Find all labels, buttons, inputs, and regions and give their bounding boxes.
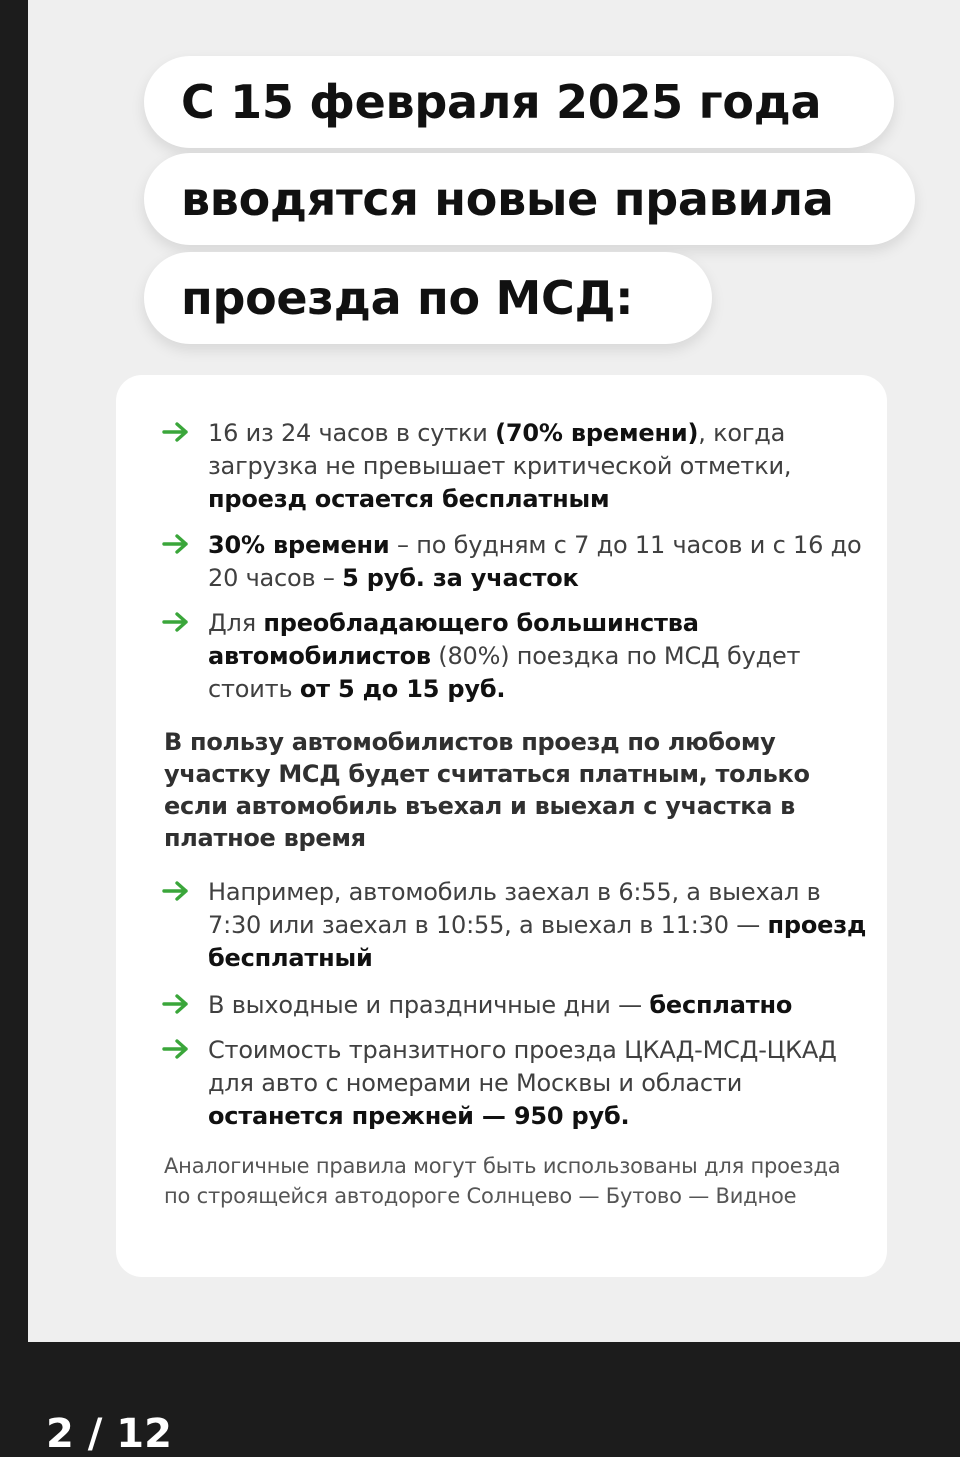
title-line-1: С 15 февраля 2025 года [144, 56, 894, 148]
list-item-text: В выходные и праздничные дни — бесплатно [208, 991, 793, 1019]
footnote: Аналогичные правила могут быть использованы для проезда по строящейся автодороге Солнцево — Бутово — Видное [164, 1154, 841, 1208]
info-card [116, 375, 887, 1277]
page-counter-fragment: 2 / 12 [46, 1411, 172, 1457]
arrow-right-icon [162, 422, 190, 442]
title-line-2: вводятся новые правила [144, 153, 915, 245]
arrow-right-icon [162, 994, 190, 1014]
list-item-text: 16 из 24 часов в сутки (70% времени), когда загрузка не превышает критической отметки, проезд остается бесплатным [208, 419, 792, 513]
arrow-right-icon [162, 881, 190, 901]
list-item-text: Например, автомобиль заехал в 6:55, а выехал в 7:30 или заехал в 10:55, а выехал в 11:30 — проезд бесплатный [208, 878, 867, 972]
arrow-right-icon [162, 534, 190, 554]
arrow-right-icon [162, 1039, 190, 1059]
arrow-right-icon [162, 612, 190, 632]
list-item-text: 30% времени – по будням с 7 до 11 часов и с 16 до 20 часов – 5 руб. за участок [208, 531, 862, 592]
list-item-text: Стоимость транзитного проезда ЦКАД-МСД-ЦКАД для авто с номерами не Москвы и области останется прежней — 950 руб. [208, 1036, 837, 1130]
middle-paragraph: В пользу автомобилистов проезд по любому участку МСД будет считаться платным, только если автомобиль въехал и выехал с участка в платное время [164, 728, 810, 852]
title-line-3: проезда по МСД: [144, 252, 712, 344]
list-item-text: Для преобладающего большинства автомобилистов (80%) поездка по МСД будет стоить от 5 до 15 руб. [208, 609, 801, 703]
